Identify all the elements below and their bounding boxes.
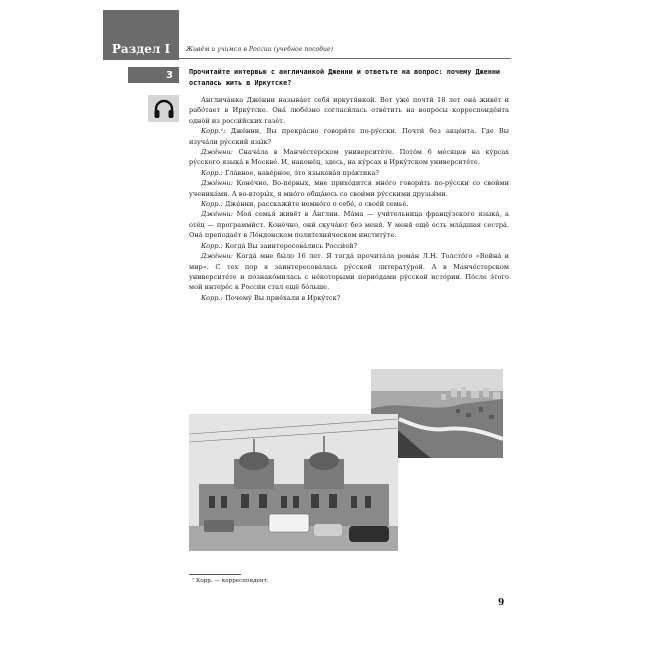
paragraph-text: Почему́ Вы прие́хали в Ирку́тск? <box>222 293 341 302</box>
speaker-label: Корр.: <box>201 241 223 250</box>
paragraph <box>189 241 509 251</box>
paragraph-text: Когда́ Вы заинтересова́лись Росси́ей? <box>222 241 358 250</box>
paragraph <box>189 199 509 209</box>
speaker-label: Дже́нни: <box>201 210 233 219</box>
paragraph <box>189 178 509 199</box>
speaker-label: Корр.: <box>201 200 223 209</box>
paragraph-text: Гла́вное, наве́рное, э́то языкова́я пра́ктика? <box>222 168 379 177</box>
paragraph-text: Коне́чно. Во-пе́рвых, мне прихо́дится мно́го говори́ть по-ру́сски со свои́ми ученика́ми. А во-вторы́х, я мно́го обща́юсь со свои́ми ру́сскими друзья́ми. <box>189 179 509 198</box>
paragraph-text: Моя́ семья́ живёт в А́нглии. Ма́ма — учи́тельница францу́зского языка́, а оте́ц — программи́ст. Коне́чно, они́ скуча́ют без меня́. У меня́ ещё есть мла́дшая сестра́. Она́ преподаёт в Ло́ндонском политехни́ческом институ́те. <box>189 210 509 240</box>
paragraph-text: Дже́нни, Вы прекра́сно говори́те по-ру́сски. Почти́ без акце́нта. Где Вы изуча́ли ру́сский язы́к? <box>189 127 509 146</box>
footnote-rule <box>189 574 241 575</box>
speaker-label: Дже́нни: <box>201 179 233 188</box>
interview-text <box>189 95 509 303</box>
header-rule <box>103 58 511 59</box>
page-number: 9 <box>498 598 505 608</box>
paragraph <box>189 147 509 168</box>
paragraph <box>189 168 509 178</box>
footnote: ¹ Корр. — корреспондент. <box>192 578 269 584</box>
paragraph-text: Снача́ла в Манче́стерском университе́те. Пото́м 6 ме́сяцев на ку́рсах ру́сского языка́ в Москве́. И, наконе́ц, здесь, на ку́рсах в Ирку́тском университе́те. <box>189 148 509 167</box>
paragraph <box>189 293 509 303</box>
paragraph <box>189 95 509 126</box>
paragraph <box>189 251 509 293</box>
section-label: Раздел I <box>103 10 179 60</box>
speaker-label: Дже́нни: <box>201 148 233 157</box>
speaker-label: Дже́нни: <box>201 252 233 261</box>
task-instruction: Прочитайте интервью с англичанкой Дженни и ответьте на вопрос: почему Дженни осталась жить в Иркутске? <box>189 68 500 87</box>
paragraph <box>189 126 509 147</box>
paragraph <box>189 209 509 240</box>
running-header-title: Живём и учимся в России (учебное пособие) <box>186 46 334 53</box>
paragraph-text: Англича́нка Дже́нни называ́ет себя́ иркутя́нкой. Вот уже́ почти́ 18 лет она́ живёт и рабо́тает в Ирку́тске. Она́ любе́зно согласи́лась отве́тить на вопро́сы корреспонде́нта одно́й из росси́йских газе́т. <box>189 96 509 125</box>
paragraph-text: Когда́ мне бы́ло 16 лет. Я тогда́ прочита́ла рома́н Л.Н. Толсто́го «Война́ и мир». С тех пор я заинтересова́лась ру́сской литерату́рой. А в Манче́стерском университе́те и познако́милась с не́которыми перио́дами ру́сской исто́рии. По́сле э́того мой интере́с к Росси́и стал ещё бо́льше. <box>189 252 509 292</box>
railway-station-photo <box>189 414 398 551</box>
task-number: 3 <box>128 67 179 83</box>
speaker-label: Корр.¹: <box>201 127 226 136</box>
paragraph-text: Дже́нни, расскажи́те немно́го о себе́, о свое́й семье́. <box>222 200 409 209</box>
speaker-label: Корр.: <box>201 168 223 177</box>
speaker-label: Корр.: <box>201 293 223 302</box>
headphones-icon <box>148 95 179 122</box>
